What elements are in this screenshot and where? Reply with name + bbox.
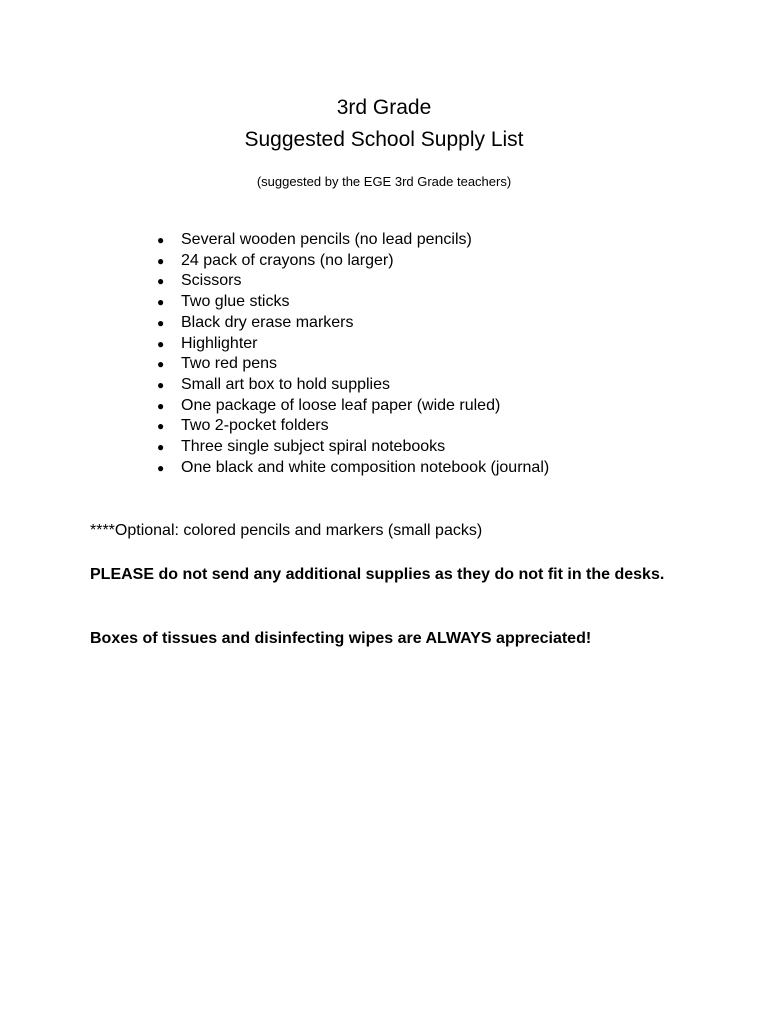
list-item bbox=[157, 396, 549, 417]
list-item-label: Two glue sticks bbox=[181, 293, 290, 311]
list-item-label: Black dry erase markers bbox=[181, 313, 354, 331]
page-title: Suggested School Supply List bbox=[244, 128, 524, 151]
list-item bbox=[157, 375, 549, 396]
list-item-label: One package of loose leaf paper (wide ruled) bbox=[181, 396, 501, 414]
grade-title: 3rd Grade bbox=[336, 96, 432, 119]
list-item bbox=[157, 271, 549, 292]
list-item-label: One black and white composition notebook (journal) bbox=[181, 458, 550, 476]
list-item bbox=[157, 334, 549, 355]
list-item bbox=[157, 292, 549, 313]
list-item bbox=[157, 354, 549, 375]
supply-list bbox=[157, 230, 549, 478]
list-item-label: Highlighter bbox=[181, 334, 258, 352]
bullet-icon: ● bbox=[157, 419, 165, 434]
bullet-icon: ● bbox=[157, 377, 165, 392]
list-item-label: Scissors bbox=[181, 272, 242, 290]
list-item bbox=[157, 458, 549, 479]
bullet-icon: ● bbox=[157, 398, 165, 413]
list-item bbox=[157, 437, 549, 458]
bullet-icon: ● bbox=[157, 274, 165, 289]
list-item-label: Two 2-pocket folders bbox=[181, 417, 329, 435]
list-item bbox=[157, 313, 549, 334]
list-item-label: Small art box to hold supplies bbox=[181, 375, 390, 393]
bullet-icon: ● bbox=[157, 440, 165, 455]
bullet-icon: ● bbox=[157, 233, 165, 247]
document-header bbox=[0, 92, 768, 156]
bullet-icon: ● bbox=[157, 295, 165, 310]
bullet-icon: ● bbox=[157, 460, 165, 475]
bullet-icon: ● bbox=[157, 336, 165, 351]
list-item bbox=[157, 416, 549, 437]
bullet-icon: ● bbox=[157, 253, 165, 268]
appreciated-note: Boxes of tissues and disinfecting wipes are ALWAYS appreciated! bbox=[90, 630, 592, 647]
list-item bbox=[157, 230, 549, 251]
list-item-label: Two red pens bbox=[181, 355, 278, 373]
please-note: PLEASE do not send any additional supplies as they do not fit in the desks. bbox=[90, 566, 665, 583]
bullet-icon: ● bbox=[157, 357, 165, 372]
list-item bbox=[157, 251, 549, 272]
list-item-label: 24 pack of crayons (no larger) bbox=[181, 251, 394, 269]
bullet-icon: ● bbox=[157, 315, 165, 330]
subtitle: (suggested by the EGE 3rd Grade teachers) bbox=[256, 174, 512, 189]
list-item-label: Three single subject spiral notebooks bbox=[181, 438, 446, 456]
optional-note: ****Optional: colored pencils and markers (small packs) bbox=[90, 522, 483, 539]
list-item-label: Several wooden pencils (no lead pencils) bbox=[181, 231, 472, 248]
